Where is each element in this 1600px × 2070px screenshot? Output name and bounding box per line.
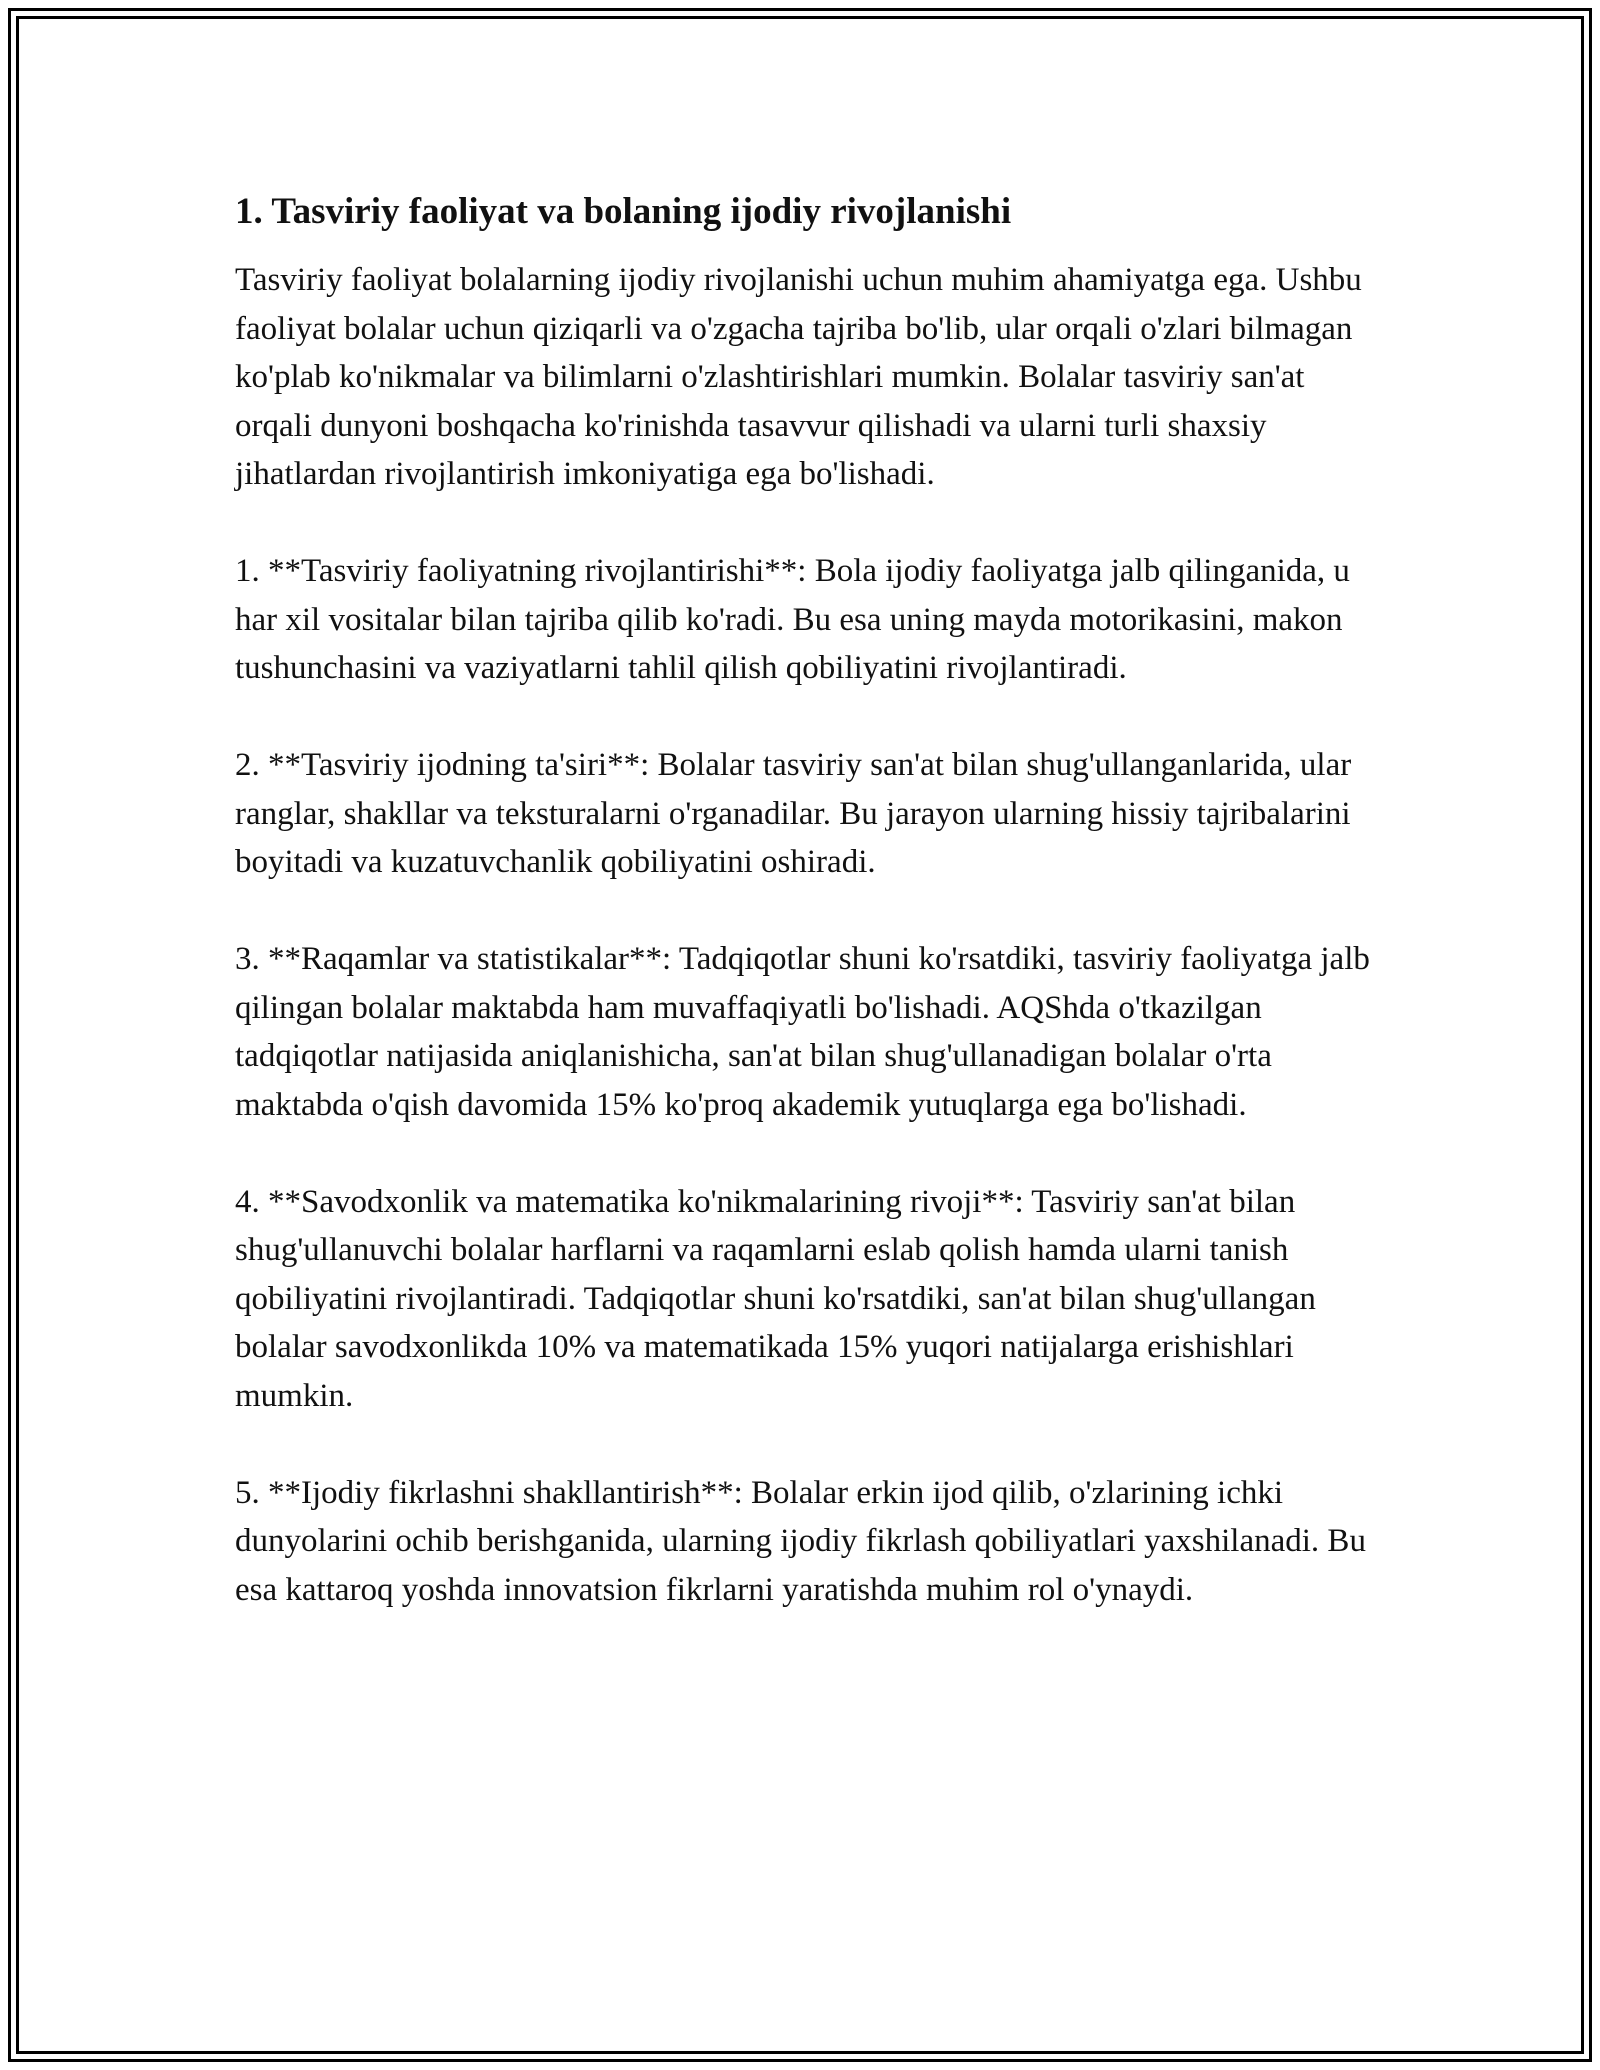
document-body: [235, 186, 1370, 1663]
point-paragraph-3: 3. **Raqamlar va statistikalar**: Tadqiqotlar shuni ko'rsatdiki, tasviriy faoliyatga jalb qilingan bolalar maktabda ham muvaffaqiyatli bo'lishadi. AQShda o'tkazilgan tadqiqotlar natijasida aniqlanishicha, san'at bilan shug'ullanadigan bolalar o'rta maktabda o'qish davomida 15% ko'proq akademik yutuqlarga ega bo'lishadi.: [235, 941, 1370, 1123]
point-paragraph-5: 5. **Ijodiy fikrlashni shakllantirish**: Bolalar erkin ijod qilib, o'zlarining ichki dunyolarini ochib berishganida, ularning ijodiy fikrlash qobiliyatlari yaxshilanadi. Bu esa kattaroq yoshda innovatsion fikrlarni yaratishda muhim rol o'ynaydi.: [235, 1474, 1366, 1608]
point-paragraph-4: 4. **Savodxonlik va matematika ko'nikmalarining rivoji**: Tasviriy san'at bilan shug'ullanuvchi bolalar harflarni va raqamlarni eslab qolish hamda ularni tanish qobiliyatini rivojlantiradi. Tadqiqotlar shuni ko'rsatdiki, san'at bilan shug'ullangan bolalar savodxonlikda 10% va matematikada 15% yuqori natijalarga erishishlari mumkin.: [235, 1183, 1316, 1414]
intro-paragraph: Tasviriy faoliyat bolalarning ijodiy rivojlanishi uchun muhim ahamiyatga ega. Ushbu faoliyat bolalar uchun qiziqarli va o'zgacha tajriba bo'lib, ular orqali o'zlari bilmagan ko'plab ko'nikmalar va bilimlarni o'zlashtirishlari mumkin. Bolalar tasviriy san'at orqali dunyoni boshqacha ko'rinishda tasavvur qilishadi va ularni turli shaxsiy jihatlardan rivojlantirish imkoniyatiga ega bo'lishadi.: [235, 262, 1362, 492]
point-paragraph-1: 1. **Tasviriy faoliyatning rivojlantirishi**: Bola ijodiy faoliyatga jalb qilinganida, u har xil vositalar bilan tajriba qilib ko'radi. Bu esa uning mayda motorikasini, makon tushunchasini va vaziyatlarni tahlil qilish qobiliyatini rivojlantiradi.: [235, 553, 1350, 686]
point-paragraph-2: 2. **Tasviriy ijodning ta'siri**: Bolalar tasviriy san'at bilan shug'ullanganlarida, ular ranglar, shakllar va teksturalarni o'rganadilar. Bu jarayon ularning hissiy tajribalarini boyitadi va kuzatuvchanlik qobiliyatini oshiradi.: [235, 747, 1352, 880]
document-title: 1. Tasviriy faoliyat va bolaning ijodiy rivojlanishi: [235, 191, 1012, 232]
